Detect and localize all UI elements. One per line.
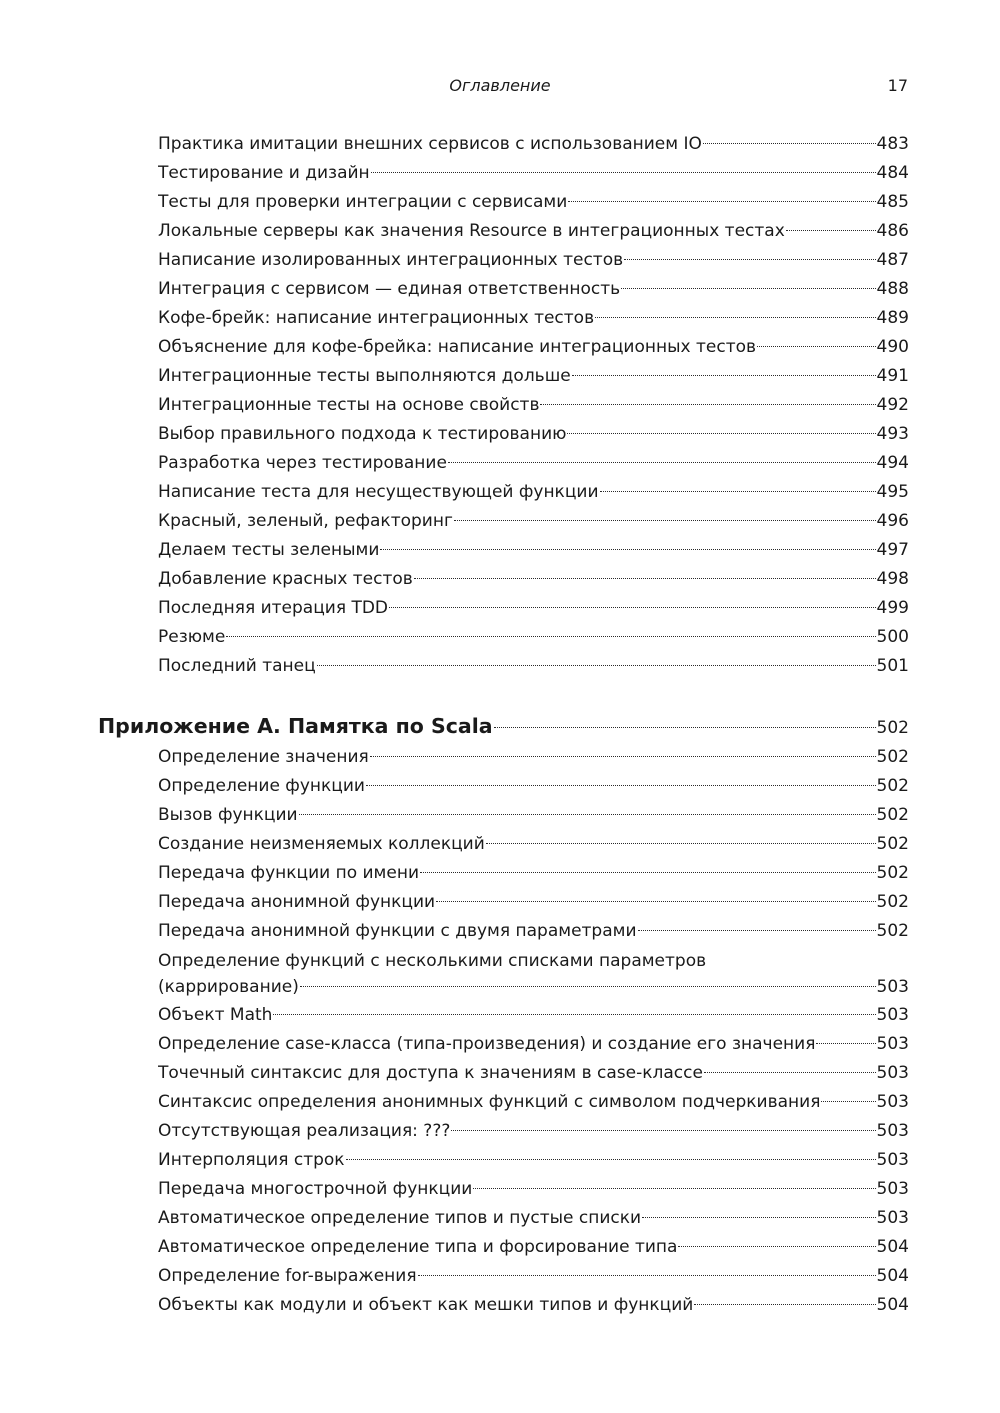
dot-leader bbox=[414, 578, 876, 579]
entry-label: Интеграция с сервисом — единая ответственность bbox=[158, 279, 621, 299]
toc-entry[interactable] bbox=[158, 304, 909, 333]
entry-label: Определение for-выражения bbox=[158, 1266, 417, 1286]
entry-label: Передача анонимной функции с двумя параметрами bbox=[158, 921, 637, 941]
toc-entry[interactable] bbox=[158, 420, 909, 449]
entry-page-number: 502 bbox=[876, 863, 909, 883]
dot-leader bbox=[572, 375, 876, 376]
toc-entry[interactable] bbox=[158, 888, 909, 917]
entry-page-number: 502 bbox=[876, 834, 909, 854]
dot-leader bbox=[454, 520, 876, 521]
entry-label: Определение case-класса (типа-произведения) и создание его значения bbox=[158, 1034, 816, 1054]
dot-leader bbox=[299, 814, 876, 815]
dot-leader bbox=[704, 1072, 876, 1073]
entry-label: Разработка через тестирование bbox=[158, 453, 447, 473]
toc-entry[interactable] bbox=[158, 565, 909, 594]
toc-entry-multiline[interactable] bbox=[158, 946, 909, 1001]
entry-page-number: 486 bbox=[876, 221, 909, 241]
dot-leader bbox=[621, 288, 875, 289]
toc-entry[interactable] bbox=[158, 478, 909, 507]
dot-leader bbox=[486, 843, 876, 844]
toc-entry[interactable] bbox=[158, 1088, 909, 1117]
toc-entry[interactable] bbox=[158, 1117, 909, 1146]
dot-leader bbox=[568, 201, 875, 202]
spacer bbox=[0, 681, 1000, 709]
entry-label: Кофе-брейк: написание интеграционных тестов bbox=[158, 308, 595, 328]
entry-label: Написание теста для несуществующей функции bbox=[158, 482, 599, 502]
entry-page-number: 502 bbox=[876, 805, 909, 825]
toc-entry[interactable] bbox=[158, 1204, 909, 1233]
entry-page-number: 503 bbox=[876, 1063, 909, 1083]
entry-page-number: 504 bbox=[876, 1295, 909, 1315]
entry-label: Выбор правильного подхода к тестированию bbox=[158, 424, 567, 444]
table-of-contents bbox=[0, 130, 1000, 1320]
entry-page-number: 498 bbox=[876, 569, 909, 589]
entry-label: Интерполяция строк bbox=[158, 1150, 345, 1170]
entry-page-number: 503 bbox=[876, 1005, 909, 1025]
entry-label: Автоматическое определение типов и пустые списки bbox=[158, 1208, 642, 1228]
dot-leader bbox=[540, 404, 875, 405]
dot-leader bbox=[821, 1101, 875, 1102]
dot-leader bbox=[703, 143, 876, 144]
toc-entry[interactable] bbox=[158, 772, 909, 801]
toc-entry[interactable] bbox=[158, 188, 909, 217]
entry-label: Последний танец bbox=[158, 656, 316, 676]
entry-page-number: 499 bbox=[876, 598, 909, 618]
entry-page-number: 504 bbox=[876, 1266, 909, 1286]
toc-entry[interactable] bbox=[158, 1291, 909, 1320]
dot-leader bbox=[300, 986, 876, 987]
toc-entry[interactable] bbox=[158, 1233, 909, 1262]
entry-label: Тестирование и дизайн bbox=[158, 163, 370, 183]
entry-label: Добавление красных тестов bbox=[158, 569, 413, 589]
entry-label: Резюме bbox=[158, 627, 226, 647]
entry-label: Красный, зеленый, рефакторинг bbox=[158, 511, 453, 531]
toc-entry[interactable] bbox=[158, 1146, 909, 1175]
running-head bbox=[0, 74, 1000, 98]
entry-label: Определение значения bbox=[158, 747, 369, 767]
toc-entry[interactable] bbox=[158, 275, 909, 304]
dot-leader bbox=[642, 1217, 875, 1218]
entry-label: Передача анонимной функции bbox=[158, 892, 436, 912]
dot-leader bbox=[757, 346, 876, 347]
entry-page-number: 501 bbox=[876, 656, 909, 676]
dot-leader bbox=[600, 491, 876, 492]
entry-label: Синтаксис определения анонимных функций с символом подчеркивания bbox=[158, 1092, 821, 1112]
entry-page-number: 495 bbox=[876, 482, 909, 502]
dot-leader bbox=[273, 1014, 875, 1015]
entry-page-number: 490 bbox=[876, 337, 909, 357]
entry-label: Делаем тесты зелеными bbox=[158, 540, 380, 560]
dot-leader bbox=[436, 901, 875, 902]
dot-leader bbox=[226, 636, 875, 637]
toc-entry[interactable] bbox=[158, 246, 909, 275]
entry-label: Последняя итерация TDD bbox=[158, 598, 389, 618]
entry-label-line2: (каррирование) bbox=[158, 977, 299, 997]
entry-page-number: 497 bbox=[876, 540, 909, 560]
dot-leader bbox=[451, 1130, 875, 1131]
entry-label-line1: Определение функций с несколькими списками параметров bbox=[158, 951, 707, 971]
entry-label: Локальные серверы как значения Resource в интеграционных тестах bbox=[158, 221, 785, 241]
toc-entry[interactable] bbox=[158, 1175, 909, 1204]
dot-leader bbox=[567, 433, 875, 434]
entry-page-number: 503 bbox=[876, 1092, 909, 1112]
entry-page-number: 487 bbox=[876, 250, 909, 270]
entry-page-number: 500 bbox=[876, 627, 909, 647]
appendix-entries-before bbox=[0, 743, 1000, 946]
entry-page-number: 496 bbox=[876, 511, 909, 531]
dot-leader bbox=[371, 172, 876, 173]
toc-chapter-appendix-a[interactable] bbox=[98, 709, 909, 743]
dot-leader bbox=[678, 1246, 875, 1247]
dot-leader bbox=[595, 317, 875, 318]
entry-label: Интеграционные тесты на основе свойств bbox=[158, 395, 540, 415]
entry-label: Передача функции по имени bbox=[158, 863, 419, 883]
entry-page-number: 503 bbox=[876, 1179, 909, 1199]
toc-entry[interactable] bbox=[158, 917, 909, 946]
toc-entry[interactable] bbox=[158, 859, 909, 888]
entry-label: Объект Math bbox=[158, 1005, 273, 1025]
toc-entry[interactable] bbox=[158, 159, 909, 188]
entry-page-number: 502 bbox=[876, 921, 909, 941]
section-entries bbox=[0, 130, 1000, 681]
toc-entry[interactable] bbox=[158, 1030, 909, 1059]
dot-leader bbox=[389, 607, 876, 608]
toc-entry[interactable] bbox=[158, 217, 909, 246]
toc-entry[interactable] bbox=[158, 1059, 909, 1088]
toc-entry[interactable] bbox=[158, 130, 909, 159]
appendix-entries-after bbox=[0, 1001, 1000, 1320]
toc-entry[interactable] bbox=[158, 743, 909, 772]
entry-page-number: 492 bbox=[876, 395, 909, 415]
dot-leader bbox=[366, 785, 876, 786]
entry-page-number: 493 bbox=[876, 424, 909, 444]
entry-page-number: 503 bbox=[876, 977, 909, 997]
dot-leader bbox=[786, 230, 876, 231]
chapter-page-number: 502 bbox=[876, 718, 909, 738]
toc-entry[interactable] bbox=[158, 623, 909, 652]
entry-label: Написание изолированных интеграционных тестов bbox=[158, 250, 624, 270]
toc-entry[interactable] bbox=[158, 1001, 909, 1030]
entry-page-number: 502 bbox=[876, 747, 909, 767]
toc-entry[interactable] bbox=[158, 594, 909, 623]
entry-label: Объекты как модули и объект как мешки типов и функций bbox=[158, 1295, 694, 1315]
dot-leader bbox=[448, 462, 876, 463]
page-number: 17 bbox=[887, 76, 908, 95]
entry-label: Отсутствующая реализация: ??? bbox=[158, 1121, 451, 1141]
entry-page-number: 494 bbox=[876, 453, 909, 473]
toc-entry[interactable] bbox=[158, 507, 909, 536]
entry-page-number: 484 bbox=[876, 163, 909, 183]
dot-leader bbox=[494, 727, 876, 728]
entry-page-number: 504 bbox=[876, 1237, 909, 1257]
entry-label: Определение функции bbox=[158, 776, 365, 796]
entry-page-number: 502 bbox=[876, 892, 909, 912]
entry-page-number: 491 bbox=[876, 366, 909, 386]
toc-entry[interactable] bbox=[158, 652, 909, 681]
entry-label: Объяснение для кофе-брейка: написание интеграционных тестов bbox=[158, 337, 757, 357]
dot-leader bbox=[317, 665, 876, 666]
entry-page-number: 503 bbox=[876, 1034, 909, 1054]
entry-label: Передача многострочной функции bbox=[158, 1179, 473, 1199]
dot-leader bbox=[418, 1275, 876, 1276]
page-title: Оглавление bbox=[449, 76, 551, 95]
toc-entry[interactable] bbox=[158, 830, 909, 859]
entry-label: Создание неизменяемых коллекций bbox=[158, 834, 485, 854]
entry-label: Вызов функции bbox=[158, 805, 298, 825]
entry-page-number: 485 bbox=[876, 192, 909, 212]
entry-label: Практика имитации внешних сервисов с использованием IO bbox=[158, 134, 702, 154]
toc-entry[interactable] bbox=[158, 449, 909, 478]
entry-page-number: 502 bbox=[876, 776, 909, 796]
toc-entry[interactable] bbox=[158, 362, 909, 391]
dot-leader bbox=[380, 549, 875, 550]
entry-label: Интеграционные тесты выполняются дольше bbox=[158, 366, 571, 386]
dot-leader bbox=[624, 259, 875, 260]
toc-entry[interactable] bbox=[158, 1262, 909, 1291]
dot-leader bbox=[370, 756, 876, 757]
dot-leader bbox=[420, 872, 876, 873]
entry-label: Тесты для проверки интеграции с сервисами bbox=[158, 192, 568, 212]
toc-entry[interactable] bbox=[158, 801, 909, 830]
entry-label: Автоматическое определение типа и форсирование типа bbox=[158, 1237, 678, 1257]
dot-leader bbox=[638, 930, 876, 931]
toc-entry[interactable] bbox=[158, 391, 909, 420]
entry-page-number: 488 bbox=[876, 279, 909, 299]
dot-leader bbox=[346, 1159, 876, 1160]
chapter-title: Приложение А. Памятка по Scala bbox=[98, 714, 493, 738]
toc-entry[interactable] bbox=[158, 333, 909, 362]
entry-page-number: 503 bbox=[876, 1150, 909, 1170]
dot-leader bbox=[473, 1188, 875, 1189]
entry-label: Точечный синтаксис для доступа к значениям в case-классе bbox=[158, 1063, 703, 1083]
entry-page-number: 489 bbox=[876, 308, 909, 328]
dot-leader bbox=[816, 1043, 875, 1044]
toc-entry[interactable] bbox=[158, 536, 909, 565]
dot-leader bbox=[694, 1304, 875, 1305]
entry-page-number: 503 bbox=[876, 1121, 909, 1141]
entry-page-number: 503 bbox=[876, 1208, 909, 1228]
entry-page-number: 483 bbox=[876, 134, 909, 154]
